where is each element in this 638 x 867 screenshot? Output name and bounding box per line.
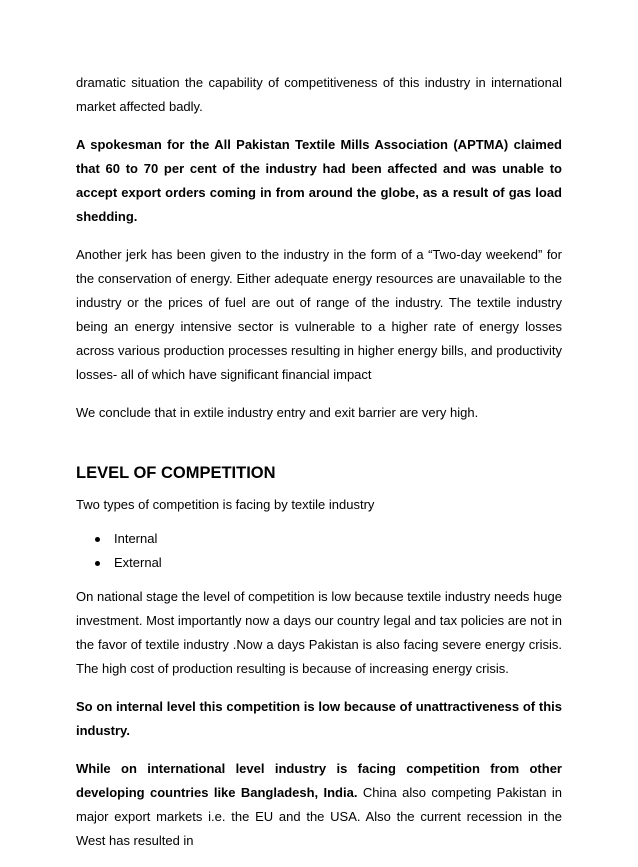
paragraph-internal-level: So on internal level this competition is low because of unattractiveness of this industry.	[76, 699, 562, 738]
section-heading: LEVEL OF COMPETITION	[76, 464, 276, 482]
paragraph-international-level	[76, 757, 562, 853]
paragraph-conclusion: We conclude that in extile industry entry and exit barrier are very high.	[76, 405, 479, 420]
bullet-icon	[95, 537, 100, 542]
international-level-text: China also competing Pakistan in major export markets i.e. the EU and the USA. Also the current recession in the West has resulted in	[76, 785, 562, 848]
bullet-icon	[95, 561, 100, 566]
list-item	[76, 527, 562, 551]
section-intro: Two types of competition is facing by textile industry	[76, 497, 375, 512]
paragraph-market-situation: dramatic situation the capability of competitiveness of this industry in international market affected badly.	[76, 75, 562, 114]
paragraph-national-stage: On national stage the level of competition is low because textile industry needs huge investment. Most importantly now a days our country legal and tax policies are not in the favor of textile industry .Now a days Pakistan is also facing severe energy crisis. The high cost of production resulting is because of increasing energy crisis.	[76, 589, 562, 676]
document-page	[76, 71, 562, 867]
list-item	[76, 551, 562, 575]
international-level-bold-text: While on international level industry is facing competition from other developing countries like Bangladesh, India.	[76, 761, 562, 800]
list-item-label: External	[114, 555, 162, 570]
list-item-label: Internal	[114, 531, 158, 546]
paragraph-two-day-weekend: Another jerk has been given to the industry in the form of a “Two-day weekend” for the conservation of energy. Either adequate energy resources are unavailable to the industry or the prices of fuel are out of range of the industry. The textile industry being an energy intensive sector is vulnerable to a higher rate of energy losses across various production processes resulting in higher energy bills, and productivity losses- all of which have significant financial impact	[76, 247, 562, 382]
paragraph-aptma-statement: A spokesman for the All Pakistan Textile Mills Association (APTMA) claimed that 60 to 70 per cent of the industry had been affected and was unable to accept export orders coming in from around the globe, as a result of gas load shedding.	[76, 137, 562, 224]
competition-type-list	[76, 527, 562, 575]
